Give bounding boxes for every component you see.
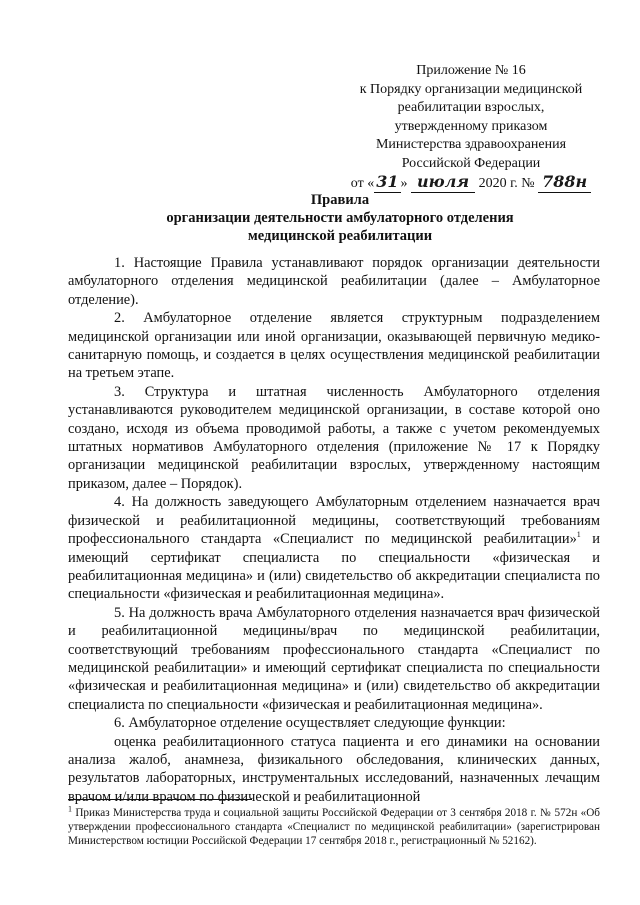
paragraph-4-text-cont: и имеющий сертификат специалиста по специальности «физическая и реабилитационная медицина» и (или) свидетельство об аккредитации специалиста по специальности «физическая и реабилитационная медицина». [68, 531, 600, 603]
paragraph-2: 2. Амбулаторное отделение является структурным подразделением медицинской организации или иной организации, оказывающей первичную медико-санитарную помощь, и создается в целях осуществления медицинской реабилитации на третьем этапе. [68, 310, 600, 382]
paragraph-4 [68, 493, 600, 603]
appendix-line: реабилитации взрослых, [397, 100, 545, 115]
footnote [68, 806, 600, 848]
handwritten-day: 31 [376, 172, 399, 191]
handwritten-order-number: 788н [538, 173, 591, 193]
handwritten-month: июля [411, 173, 475, 193]
paragraph-7: оценка реабилитационного статуса пациента и его динамики на основании анализа жалоб, анамнеза, физикального обследования, клинических данных, результатов лабораторных, инструментальных исследований, назначенных лечащим врачом и/или врачом по физической и реабилитационной [68, 733, 600, 805]
title-line: медицинской реабилитации [247, 228, 433, 244]
paragraph-3: 3. Структура и штатная численность Амбулаторного отделения устанавливаются руководителем медицинской организации, в составе которой оно создано, исходя из объема проводимой работы, а также с учетом рекомендуемых штатных нормативов Амбулаторного отделения (приложение № 17 к Порядку организации медицинской реабилитации взрослых, утвержденному настоящим приказом, далее – Порядок). [68, 383, 600, 492]
footnote-text: Приказ Министерства труда и социальной защиты Российской Федерации от 3 сентября 2018 г. № 572н «Об утверждении профессионального стандарта «Специалист по медицинской реабилитации» (зарегистрирован Министерством юстиции Российской Федерации 17 сентября 2018 г., регистрационный № 52162). [68, 807, 600, 847]
appendix-header [330, 62, 612, 194]
footnote-separator [68, 799, 252, 800]
date-prefix: от « [350, 176, 375, 191]
appendix-number: Приложение № 16 [416, 63, 526, 78]
title-line: организации деятельности амбулаторного отделения [166, 210, 514, 226]
title-line: Правила [310, 192, 370, 208]
document-body [68, 254, 600, 806]
appendix-line: к Порядку организации медицинской [359, 81, 583, 97]
paragraph-1: 1. Настоящие Правила устанавливают порядок организации деятельности амбулаторного отделения медицинской реабилитации (далее – Амбулаторное отделение). [68, 255, 600, 308]
year-text: 2020 г. № [478, 176, 535, 191]
appendix-line: Министерства здравоохранения [375, 137, 567, 152]
document-title [80, 191, 600, 245]
paragraph-4-text: 4. На должность заведующего Амбулаторным отделением назначается врач физической и реабилитационной медицины, соответствующий требованиям профессионального стандарта «Специалист по медицинской реабилитации» [68, 494, 600, 548]
paragraph-6: 6. Амбулаторное отделение осуществляет следующие функции: [114, 715, 506, 732]
appendix-line: утвержденному приказом [394, 118, 548, 134]
paragraph-5: 5. На должность врача Амбулаторного отделения назначается врач физической и реабилитационной медицины/врач по медицинской реабилитации, соответствующий требованиям профессионального стандарта «Специалист по медицинской реабилитации» и имеющий сертификат специалиста по специальности «физическая и реабилитационная медицина» и (или) свидетельство об аккредитации специалиста по специальности «физическая и реабилитационная медицина». [68, 604, 600, 713]
footnote-marker: 1 [68, 804, 72, 814]
appendix-line: Российской Федерации [401, 155, 541, 171]
date-mid: » [400, 176, 408, 191]
footnote-reference: 1 [576, 530, 581, 540]
